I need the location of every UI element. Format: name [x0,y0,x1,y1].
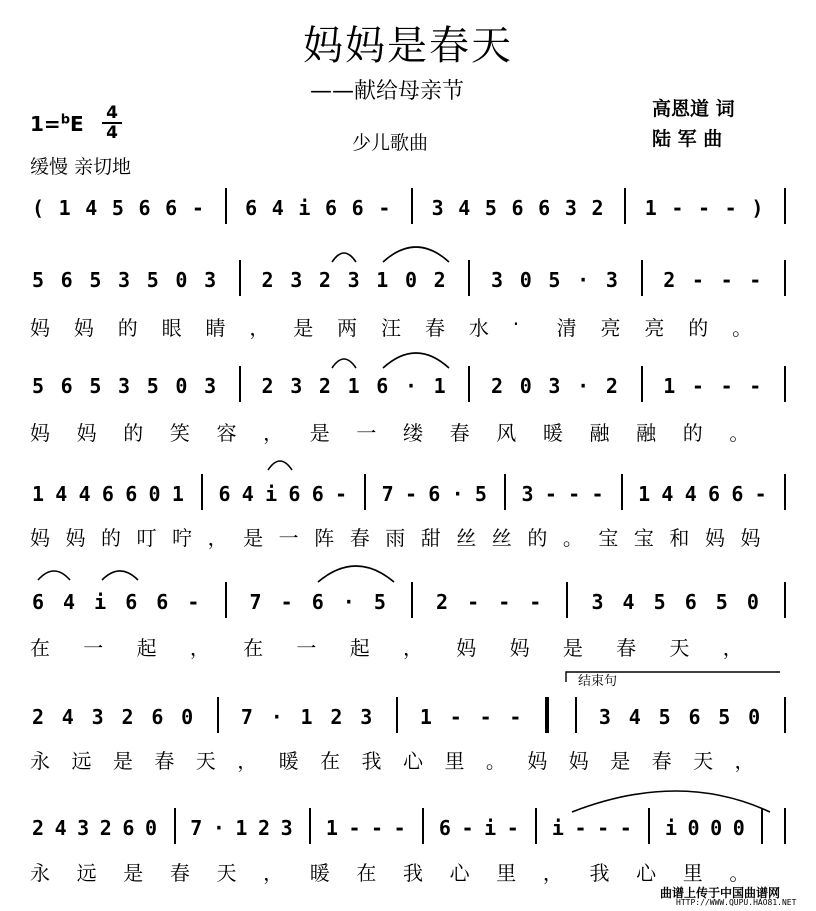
lyric-char: 是 [293,316,314,340]
note: - [619,816,632,840]
meter-top: 4 [106,103,118,123]
lyric-char: 宝 [633,526,654,550]
lyric-char: ， [237,749,258,773]
lyric-char: 春 [169,861,190,885]
lyric-char: 清 [556,316,577,340]
note: 4 [271,196,284,220]
lyric-char: 在 [243,636,264,660]
lyric-char: 容 [216,421,237,445]
slur-4 [383,353,449,368]
note: - [671,196,684,220]
note: · [342,590,355,614]
note: 2 [591,196,604,220]
note: 5 [111,196,124,220]
note: 5 [474,482,487,506]
note: 4 [241,482,254,506]
lyricist-credit: 高恩道 词 [652,98,735,120]
note: ( [31,196,45,220]
lyric-char: ， [263,861,284,885]
lyric-char: ， [263,421,284,445]
lyric-char: 的 [527,526,548,550]
note: 3 [290,374,303,398]
lyric-char: 在 [356,861,377,885]
note: 3 [290,268,303,292]
lyric-char: 的 [123,421,144,445]
note: 0 [519,268,532,292]
lyric-char: 汪 [381,316,402,340]
note: - [691,374,704,398]
note: 2 [121,705,134,729]
note: - [187,590,200,614]
note: 1 [347,374,360,398]
lyric-char: 宝 [598,526,619,550]
lyric-char: 起 [349,636,370,660]
lyric-char: 亮 [644,316,665,340]
lyric-char: ， [189,636,210,660]
lyric-char: ， [249,316,270,340]
note: 7 [240,705,253,729]
composer-credit: 陆 军 曲 [652,128,723,150]
note: 5 [715,590,728,614]
lyric-char: 。 [729,861,750,885]
note: i [265,482,278,506]
note: 3 [521,482,534,506]
lyric-char: 甜 [420,526,441,550]
note: 6 [101,482,114,506]
watermark-text: 曲谱上传于中国曲谱网 [660,886,781,900]
note: 6 [31,590,45,614]
note: - [749,374,762,398]
note: 1 [58,196,71,220]
note: 5 [718,705,731,729]
note: - [720,374,733,398]
note: i [298,196,311,220]
note: 6 [156,590,169,614]
song-title: 妈妈是春天 [303,23,513,69]
lyric-char: 春 [651,749,672,773]
note: 5 [548,268,561,292]
note: - [509,705,522,729]
lyric-char: 水 [468,316,489,340]
note: - [720,268,733,292]
note: - [479,705,492,729]
note: · [451,482,464,506]
lyric-char: 妈 [456,636,477,660]
note: 6 [325,196,338,220]
note: - [280,590,293,614]
note: - [371,816,384,840]
lyric-char: 春 [424,316,445,340]
note: 3 [360,705,373,729]
note: 6 [684,590,697,614]
note: - [506,816,519,840]
lyric-char: 里 [682,861,703,885]
note: 4 [661,482,674,506]
note: 3 [548,374,561,398]
lyric-char: 。 [732,316,753,340]
lyric-char: 妈 [65,526,86,550]
lyric-char: 是 [562,636,583,660]
note: 0 [144,816,158,840]
note: - [597,816,610,840]
note: 5 [146,374,159,398]
slur-8 [318,566,394,582]
note: 2 [318,268,331,292]
note: 6 [151,705,164,729]
lyric-char: 我 [589,861,610,885]
note: 5 [146,268,159,292]
note: 0 [748,705,761,729]
watermark-url: HTTP://WWW.QUPU.HAO81.NET [676,898,797,907]
note: 3 [77,816,90,840]
note: 6 [376,374,389,398]
note: 1 [644,196,657,220]
lyric-char: 叮 [136,526,157,550]
note: 2 [330,705,343,729]
note: 4 [61,705,74,729]
lyric-char: 天 [693,749,714,773]
slur-1 [332,253,356,262]
note: 6 [122,816,135,840]
lyric-char: 亮 [600,316,621,340]
lyric-char: 融 [589,421,610,445]
lyric-char: 春 [349,526,370,550]
note: 6 [708,482,721,506]
slur-9 [572,791,770,812]
note: 3 [591,590,604,614]
note: 5 [31,374,45,398]
slur-2 [383,247,449,262]
note: 3 [564,196,577,220]
lyric-char: ， [207,526,228,550]
note: · [404,374,418,398]
note: 0 [732,816,745,840]
lyric-char: 是 [243,526,264,550]
note: 5 [89,374,102,398]
lyric-char: 是 [123,861,144,885]
note: 3 [431,196,444,220]
note: 2 [31,816,45,840]
note: ) [751,196,764,220]
note: 6 [60,374,73,398]
note: 6 [165,196,178,220]
note: - [335,482,348,506]
note: 1 [235,816,248,840]
note: 3 [347,268,360,292]
note: 4 [684,482,697,506]
note: - [378,196,391,220]
note: - [544,482,557,506]
lyric-char: 心 [449,861,470,885]
note: 6 [688,705,701,729]
note: 2 [99,816,112,840]
note: - [393,816,406,840]
note: - [404,482,418,506]
lyric-char: 妈 [568,749,589,773]
note: 1 [663,374,676,398]
genre-label: 少儿歌曲 [352,132,429,154]
lyric-char: 妈 [30,421,50,445]
note: 1 [31,482,45,506]
note: - [568,482,581,506]
note: · [577,268,590,292]
lyric-char: 笑 [169,421,190,445]
note: 1 [419,705,432,729]
lyric-char: 。 [485,749,506,773]
lyric-char: 永 [30,749,50,773]
note: - [529,590,542,614]
lyric-char: ， [542,861,563,885]
lyric-char: 和 [669,526,690,550]
note: 1 [300,705,313,729]
note: 5 [31,268,45,292]
note: 1 [433,374,446,398]
lyric-char: 妈 [509,636,530,660]
note: 1 [171,482,184,506]
lyric-char: 的 [688,316,709,340]
note: · [212,816,225,840]
lyric-char: 我 [403,861,423,885]
note: · [577,374,590,398]
lyric-char: ， [722,636,743,660]
key-prefix: 1= [30,112,61,136]
lyric-char: 睛 [205,316,226,340]
lyric-char: 妈 [704,526,725,550]
note: 5 [658,705,671,729]
lyric-char: 远 [76,861,97,885]
lyric-char: 妈 [740,526,761,550]
note: 6 [60,268,73,292]
note: 6 [311,482,324,506]
key-note: E [70,112,84,136]
note: 6 [438,816,451,840]
lyric-char: 的 [101,526,122,550]
lyric-char: 眼 [161,316,182,340]
note: 6 [245,196,258,220]
lyric-char: 咛 [172,526,193,550]
note: 4 [54,816,67,840]
lyric-char: 永 [30,861,50,885]
note: 5 [373,590,386,614]
note: 5 [653,590,666,614]
note: - [191,196,204,220]
note: 2 [261,268,274,292]
note: 3 [491,268,504,292]
note: 2 [318,374,331,398]
note: i [94,590,107,614]
note: 3 [605,268,618,292]
note: 6 [218,482,231,506]
note: 6 [138,196,151,220]
note: 0 [404,268,418,292]
note: 3 [118,374,131,398]
note: 6 [538,196,551,220]
lyric-char: 。 [562,526,583,550]
note: 4 [458,196,471,220]
note: 6 [125,590,138,614]
lyric-char: 风 [496,421,517,445]
lyric-char: 是 [610,749,631,773]
note: 1 [325,816,338,840]
note: 4 [55,482,68,506]
note: - [467,590,480,614]
lyric-char: 远 [71,749,92,773]
lyric-char: 妈 [30,316,50,340]
lyric-char: ， [403,636,423,660]
lyric-char: 暖 [309,861,330,885]
note: 6 [351,196,364,220]
note: 5 [484,196,497,220]
lyric-char: 里 [496,861,517,885]
note: 4 [78,482,91,506]
note: 3 [204,268,217,292]
note: 4 [622,590,635,614]
lyric-char: 起 [136,636,157,660]
lyric-char: 里 [444,749,465,773]
lyric-char: 春 [449,421,470,445]
lyric-char: 天 [195,749,216,773]
lyric-char: 。 [729,421,750,445]
note: 3 [204,374,217,398]
note: 6 [311,590,324,614]
note: 2 [261,374,274,398]
note: 7 [190,816,203,840]
note: 6 [288,482,301,506]
lyric-char: 妈 [73,316,94,340]
note: - [591,482,604,506]
note: i [484,816,497,840]
lyric-char: 是 [112,749,133,773]
note: 2 [436,590,449,614]
note: 3 [118,268,131,292]
slur-3 [332,359,356,368]
note: - [498,590,511,614]
note: 3 [280,816,293,840]
note: 0 [175,268,188,292]
tempo-marking: 缓慢 亲切地 [30,156,132,178]
note: 3 [91,705,104,729]
note: 6 [731,482,744,506]
note: - [698,196,711,220]
lyric-char: 的 [117,316,138,340]
lyric-char: 妈 [30,526,50,550]
lyric-char: 暖 [278,749,299,773]
lyric-char: 在 [30,636,50,660]
note: i [551,816,564,840]
lyric-char: 春 [154,749,175,773]
note: 6 [511,196,524,220]
lyric-char: · [512,312,520,336]
lyric-char: 融 [636,421,657,445]
note: 0 [519,374,532,398]
note: 2 [433,268,446,292]
lyric-char: 的 [682,421,703,445]
lyric-char: 是 [309,421,330,445]
note: 2 [491,374,504,398]
lyric-char: 雨 [385,526,406,550]
note: - [449,705,462,729]
slur-7 [102,571,138,580]
lyric-char: 妈 [76,421,97,445]
lyric-char: 天 [669,636,690,660]
note: - [574,816,587,840]
note: 1 [638,482,651,506]
lyric-char: 丝 [491,526,512,550]
lyric-char: 天 [216,861,237,885]
note: - [461,816,474,840]
lyric-char: 缕 [403,421,423,445]
lyric-char: 妈 [527,749,548,773]
note: - [348,816,361,840]
slur-6 [38,571,70,580]
lyric-char: 一 [356,421,377,445]
note: 1 [376,268,389,292]
note: 0 [181,705,194,729]
note: 7 [249,590,262,614]
lyric-char: 在 [320,749,341,773]
note: 5 [89,268,102,292]
lyric-char: ， [734,749,755,773]
note: 0 [710,816,723,840]
ending-label: 结束句 [578,674,618,689]
lyric-char: 丝 [456,526,477,550]
note: 2 [258,816,271,840]
lyric-char: 我 [361,749,382,773]
note: - [754,482,767,506]
note: 3 [598,705,611,729]
lyric-char: 暖 [542,421,563,445]
note: 0 [746,590,759,614]
lyric-char: 心 [403,749,423,773]
lyric-char: 两 [337,316,358,340]
note: 0 [687,816,700,840]
meter-bottom: 4 [102,122,122,142]
song-subtitle: ——献给母亲节 [310,79,465,104]
lyric-char: 心 [636,861,657,885]
note: - [724,196,737,220]
note: · [270,705,283,729]
lyric-char: 一 [83,636,104,660]
note: 7 [381,482,394,506]
lyric-char: 阵 [314,526,335,550]
note: 4 [628,705,641,729]
note: i [664,816,677,840]
note: 2 [663,268,676,292]
note: 6 [428,482,441,506]
note: 2 [605,374,618,398]
note: 0 [175,374,188,398]
note: 6 [125,482,138,506]
lyric-char: 春 [616,636,637,660]
note: 0 [148,482,161,506]
note: 4 [63,590,76,614]
lyric-char: 一 [296,636,317,660]
note: - [749,268,762,292]
flat-sign: b [60,112,70,128]
lyric-char: 一 [278,526,299,550]
note: 2 [31,705,45,729]
note: 4 [85,196,98,220]
note: - [691,268,704,292]
slur-5 [268,461,292,470]
